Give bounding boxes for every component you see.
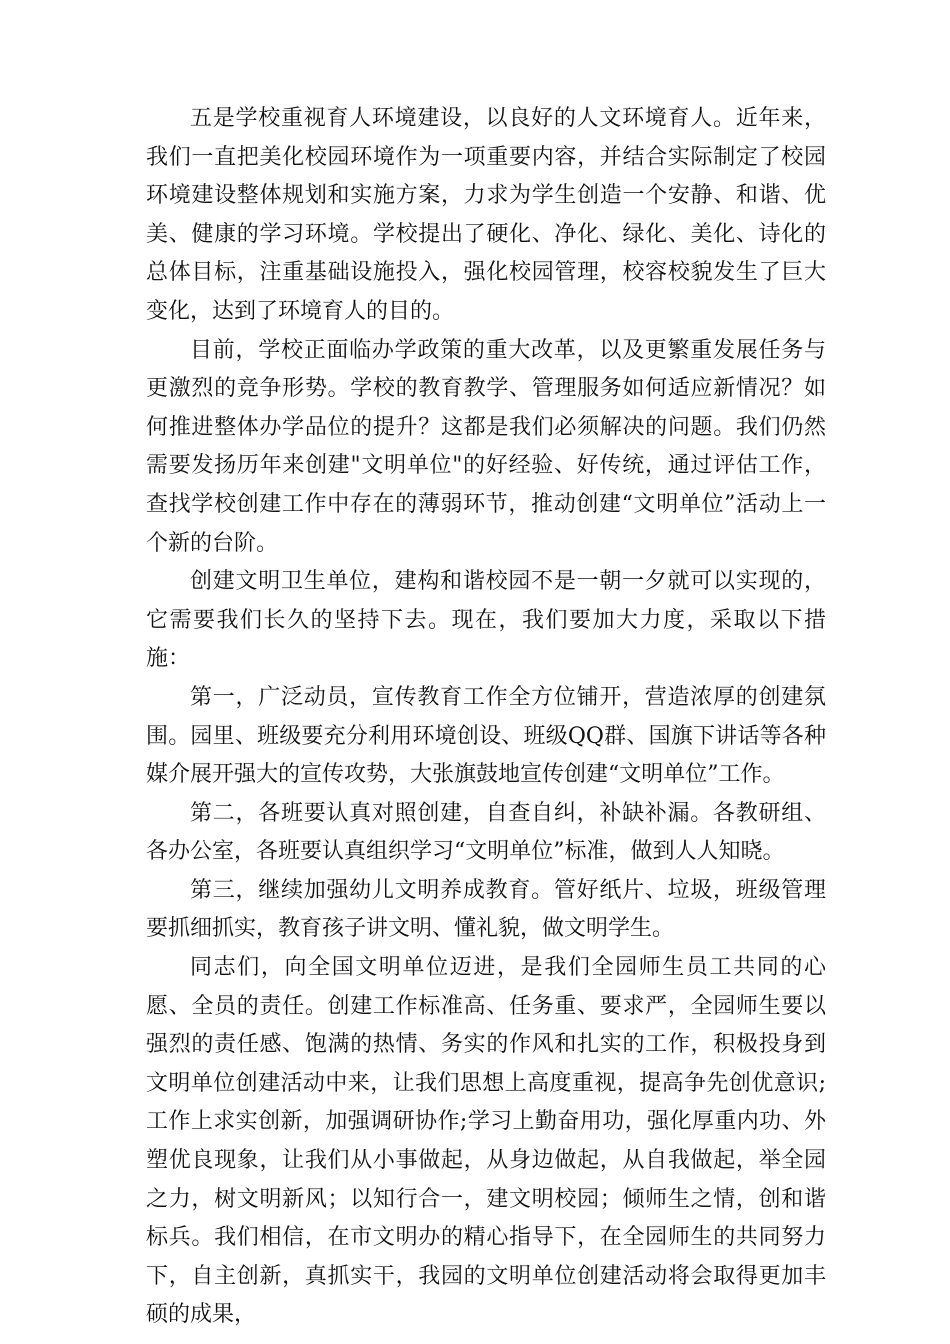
paragraph-measure-three: 第三，继续加强幼儿文明养成教育。管好纸片、垃圾，班级管理要抓细抓实，教育孩子讲文明、懂礼貌，做文明学生。 — [146, 877, 826, 942]
paragraph-closing: 同志们，向全国文明单位迈进，是我们全园师生员工共同的心愿、全员的责任。创建工作标准高、任务重、要求严，全园师生要以强烈的责任感、饱满的热情、务实的作风和扎实的工作，积极投身到文明单位创建活动中来，让我们思想上高度重视，提高争先创优意识;工作上求实创新，加强调研协作;学习上勤奋用功，强化厚重内功、外塑优良现象，让我们从小事做起，从身边做起，从自我做起，举全园之力，树文明新风；以知行合一，建文明校园；倾师生之情，创和谐标兵。我们相信，在市文明办的精心指导下，在全园师生的共同努力下，自主创新，真抓实干，我园的文明单位创建活动将会取得更加丰硕的成果， — [146, 955, 826, 1328]
paragraph-measures-intro: 创建文明卫生单位，建构和谐校园不是一朝一夕就可以实现的，它需要我们长久的坚持下去。现在，我们要加大力度，采取以下措施： — [146, 569, 826, 672]
paragraph-current-situation: 目前，学校正面临办学政策的重大改革，以及更繁重发展任务与更激烈的竞争形势。学校的教育教学、管理服务如何适应新情况？如何推进整体办学品位的提升？这都是我们必须解决的问题。我们仍然需要发扬历年来创建"文明单位"的好经验、好传统，通过评估工作，查找学校创建工作中存在的薄弱环节，推动创建“文明单位”活动上一个新的台阶。 — [146, 337, 826, 556]
document-body — [146, 100, 826, 1335]
paragraph-environment: 五是学校重视育人环境建设，以良好的人文环境育人。近年来，我们一直把美化校园环境作为一项重要内容，并结合实际制定了校园环境建设整体规划和实施方案，力求为学生创造一个安静、和谐、优美、健康的学习环境。学校提出了硬化、净化、绿化、美化、诗化的总体目标，注重基础设施投入，强化校园管理，校容校貌发生了巨大变化，达到了环境育人的目的。 — [146, 106, 826, 324]
paragraph-measure-one: 第一，广泛动员，宣传教育工作全方位铺开，营造浓厚的创建氛围。园里、班级要充分利用环境创设、班级QQ群、国旗下讲话等各种媒介展开强大的宣传攻势，大张旗鼓地宣传创建“文明单位”工作。 — [146, 684, 826, 788]
paragraph-measure-two: 第二，各班要认真对照创建，自查自纠，补缺补漏。各教研组、各办公室，各班要认真组织学习“文明单位”标准，做到人人知晓。 — [146, 800, 826, 865]
